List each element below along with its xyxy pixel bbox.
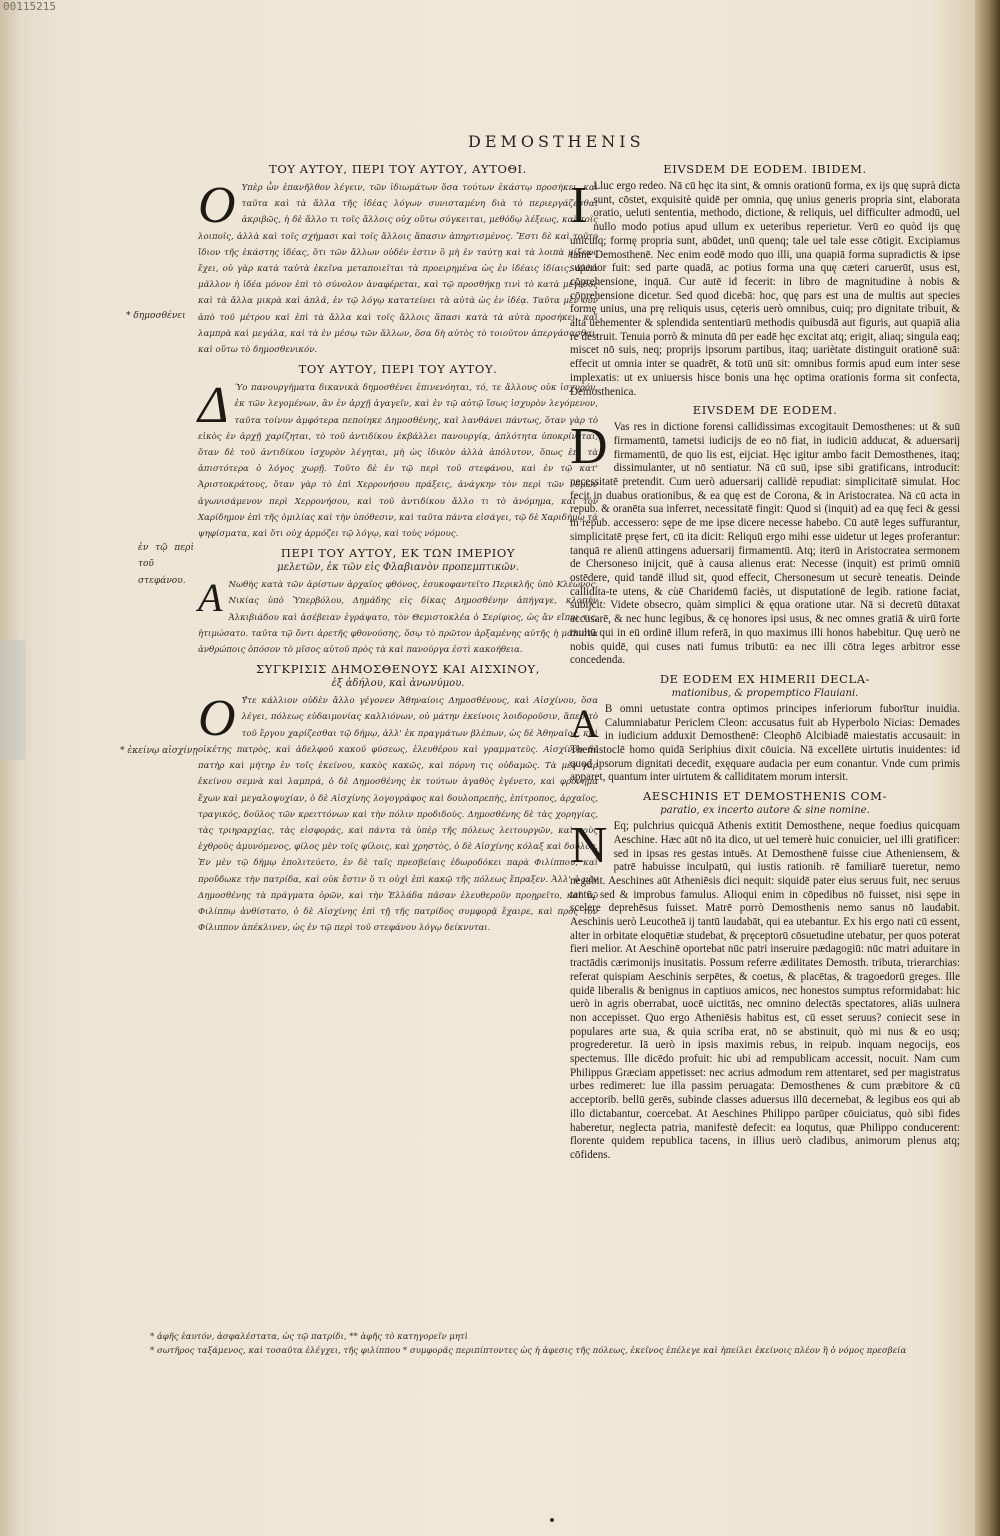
- latin-paragraph: [570, 700, 960, 785]
- paragraph-text: Ύο πανουργήματα δικανικὰ δημοσθένει ἐπινενόηται, τό, τε ἄλλους οὐκ ἰσχυρόν, ἐκ τῶν λεγομένων, ἂν ἐν ἀρχῇ ἀγαγεῖν, καὶ ἐν τῷ αὐτῷ ἴσως ἰσχυρὸν λεγόμενον, ταῦτα τοίνυν ἀμφότερα πεποίηκε Δημοσθένης, καὶ λανθάνει πάντως, ὅταν γὰρ τὸ εἰκὸς ἐν ἀρχῇ χαρίζηται, τὸ τοῦ ἀντιδίκου ἐκβάλλει πανουργίᾳ, ἀπλότητα ὑποκρίνεται, ὅταν δὲ τοῦ ἀντιδίκου ἰσχυρὸν λέγηται, μὴ ὡς ἰδικὸν ἀλλὰ ἀπόλυτον, ὅπως ἐπὶ τὰ ἀπιστότερα ὁ λόγος χωρῇ. Τοῦτο δὲ ἐν τῷ περὶ τοῦ στεφάνου, καὶ ἐν τῷ κατ' Ἀριστοκράτους, ὅταν γὰρ τὸ ἐπὶ Χερρονήσου πράξεις, ἀνάγκην τὸν περὶ τῶν νόμων ἀγωνισάμενον περὶ Χερρονήσου, καὶ τοῦ ἀντιδίκου ἄλλο τι τὸ ἀνόμημα, καὶ τὸν Χαρίδημον ἐπὶ τῆς ὁμιλίας καὶ τὴν ὑπόθεσιν, καὶ ταῦτα πάντα εἰσάγει, τῷ δὲ Χαριδήμῳ τὰ ψηφίσματα, καὶ ὅτι οὐχ ἁρμόζει τῷ λόγῳ, καὶ τοὺς νόμους.: [198, 383, 598, 540]
- greek-column: [120, 158, 598, 940]
- drop-cap: N: [570, 817, 608, 875]
- book-gutter: [975, 0, 1000, 1536]
- section-heading: ΠΕΡΙ ΤΟΥ ΑΥΤΟΥ, ΕΚ ΤΩΝ ΙΜΕΡΙΟΥ: [280, 546, 516, 561]
- footnotes: [150, 1330, 930, 1358]
- section-heading: EIVSDEM DE EODEM.: [692, 403, 838, 418]
- footnote-line: * ἀφῆς ἑαυτόν, ἀσφαλέστατα, ὡς τῷ πατρίδι, ** ἀφῆς τὸ κατηγορεῖν μητὶ: [150, 1332, 468, 1342]
- paragraph-text: B omni uetustate contra optimos principes inferiorum fuborītur inuidia. Calumniabatur Periclem Cleon: accusatus fuit ab Hyperbolo Nicias: Demades in iudicium adduxit Demosthenē: Cleophō Alcibiadē maiestatis accusauit: in Themistoclē homo quidā Seriphius dixit cōuicia. Nā excellēte uirtutis inuidentes: id quod ipsorum dignitati decedit, exęquare audacia per eum conantur. Vnde cum primis apparet, quantum inter uirtutem & calliditatem morum intersit.: [570, 702, 960, 784]
- drop-cap: Ο: [198, 690, 236, 748]
- bookmark-ribbon: [0, 640, 26, 760]
- paragraph-text: Eq; pulchrius quicquā Athenis extitit Demosthene, neque foedius quicquam Aeschine. Hæc aūt nō ita dico, ut uel temerè huic conuicier, uel illi gratificer: sed in ipsas res gestas intuēs. At Demosthenē fuisse ciue Atheniensem, & patrē habuisse inculpatū, qui iustis rationib. rē familiarē tueretur, nemo negabit. Aeschines aūt Atheniēsis dici nequit: siquidē pater eius seruus fuit, nec seruus tantū, sed & improbus famulus. Alioqui enim in cōpedibus nō fuisset, nisi sępe in scelere deprehēsus fuisset. Matrē porrò Demosthenis nemo sanus nō laudabit. Aeschinis uerò Leucotheā ij tantū laudabāt, qui ea utebantur. Ex his ergo nati cū essent, alter in orbitate eloquētiæ studebat, & pręceptorū cōsuetudine utebatur, per quos poterat fieri melior. At Aeschinē oportebat nūc patri inseruire pædagogiū: nūc matri aduitare in tractādis cærimonijs inusitatis. Possum referre ædilitates Demosth. tributa, trierarchias: referat quispiam Aeschinis serpētes, & coetus, & placētas, & tragoedorū greges. Ille quidē liberalis & benignus in captiuos amicos, nec honestos sumptus reformidabat: hic uerò in agris oberrabat, uocē uictitās, nec omnino delectās spectatores, aliās uulnera non accepisset. Quo ergo Atheniēsis habitus est, cū esset seruus? coniecit sese in populares arte sua, & quia scriba erat, nō se abstinuit, quò mi nus & eo usq; progrederetur. Iā uerò in ipsis maximis rebus, in reipub. inquam negocijs, eos spectemus. Ille dicēdo profuit: hic ubi ad rempublicam accessit, nocuit. Nam cum Philippus Græciam appetisset: nec acrius admodum rem attentaret, sed per magistratus urbes redimeret: lue illa passim peruagata: Demosthenes & cum præbitore & cū acceptorib. bellū gerēs, subinde classes aduersus illū decernebat, & legibus eos qui ab illo dictabantur, coercebat. At Aeschines Philippo parūper cōuiciatus, quò sibi fides haberetur, neglecta patria, manifestè defecit: ea loqutus, quæ Philippo conducerent: florente quidem republica tacens, in illius uerò cladibus, animorum plenus atq; cōfidens.: [570, 820, 960, 1161]
- drop-cap: Δ: [198, 377, 229, 435]
- greek-paragraph: [120, 690, 598, 936]
- section-heading: ΣΥΓΚΡΙΣΙΣ ΔΗΜΟΣΘΕΝΟΥΣ ΚΑΙ ΑΙΣΧΙΝΟΥ,: [256, 662, 540, 677]
- page-content: [120, 130, 960, 1510]
- paragraph-text: Υ̓́τε κάλλιον οὐδὲν ἄλλο γέγονεν Ἀθηναίοις Δημοσθένους, καὶ Αἰσχίνου, ὅσα λέγει, πόλεως εὐδαιμονίας καλλιόνων, οὐ μάτην ἐκείνοις λοιδοροῦσιν, ἅπερ τὸ τοῦ ἔργου χαρίζεσθαι τῷ δήμῳ, ἀλλ' ἐκ πραγμάτων βλέπων, ὡς δὲ Ἀθηναῖος, καὶ οἰκέτης πατρὸς, καὶ ἀδελφοῦ κακοῦ φύσεως, ἐλευθέρου καὶ γραμματεὺς. Αἰσχίνου δὲ πατὴρ καὶ μήτηρ ἐν τοῖς ἐκείνου, κακὸς κακῶς, καὶ πόρνη τις οὐδαμῶς. Τὰ μὲν γὰρ ἐκείνου σεμνὰ καὶ λαμπρά, ὁ δὲ Δημοσθένης ἐκ τούτων ἀγαθὸς ἐγένετο, καὶ φρόνημα ἔχων καὶ μεγαλοψυχίαν, ὁ δὲ Αἰσχίνης λογογράφος καὶ δουλοπρεπὴς, ἐπίτροπος, ἀρχαῖος, τραγικός, δοῦλος τῶν κρειττόνων καὶ τὴν πόλιν προδιδοὺς. Δημοσθένης δὲ τὰς χορηγίας, τὰς τριηραρχίας, τὰς εἰσφοράς, καὶ πάντα τὰ ὑπὲρ τῆς πόλεως λειτουργῶν, καὶ τοὺς ἐχθροὺς ἀμυνόμενος, φίλος μὲν τοῖς φίλοις, καὶ χρηστὸς, ὁ δὲ Αἰσχίνης κόλαξ καὶ δοῦλος. Ἐν μὲν τῷ δήμῳ ἐπολιτεύετο, ἐν δὲ ταῖς πρεσβείαις ἐδωροδόκει παρὰ Φιλίππου, καὶ προὔδωκε τὴν πατρίδα, καὶ οὐκ ἔστιν ὅ τι οὐχὶ ἐπὶ κακῷ τῆς πόλεως ἔπραξεν. Ἀλλ' ὁ μὲν Δημοσθένης τὰ πράγματα ὁρῶν, καὶ τὴν Ἑλλάδα πᾶσαν ἐλευθεροῦν προῃρεῖτο, καὶ τῷ Φιλίππῳ ἀνθίστατο, ὁ δὲ Αἰσχίνης ἐπὶ τῇ τῆς πατρίδος συμφορᾷ ἔχαιρε, καὶ πρὸς τὸν Φίλιππον ἀπέκλινεν, ὡς ἐν τῷ περὶ τοῦ στεφάνου λόγῳ δείκνυται.: [198, 696, 598, 934]
- section-heading: AESCHINIS ET DEMOSTHENIS COM-: [642, 789, 888, 804]
- paragraph-text: Lluc ergo redeo. Nā cū hęc ita sint, & omnis orationū forma, ex ijs quę suprà dicta sunt, cōstet, exquisitè quidē per omnia, quę unius generis propria sint, elaborata oratio, ueluti sententia, methodo, dictione, & reliquis, uel difficulter admodū, uel nullo modo potius apud ullum ex ueteribus reperietur. Verū eo quòd ijs quę unicuiq; formę propria sunt, abūdet, unū quenq; tale uel tale esse cōtigit. Excipiamus tamē Demosthenē. Nec enim eodē modo quo illi, una quapiā forma supradictis & ipse superior fuit: sed parte quadā, ac potius forma una quę cæteri caruerūt, usus est, cōprehensione, inquā. Cur autē id fecerit: in libro de magnitudine à nobis & cōprehensione dicetur. Sed quod dicebā: hoc, quę pars est una de multis aut species formę unius, una prę reliquis usus, cęteris uerò omnibus, cuiq; pro dignitate tribuit, & alta uehementer & splendida sententiarū methodis quibusdā aut figuris, aut quapiā alia re destruit. Tenuia porrò & minuta dū per eadē hęc excitat atq; erigit, aliaq; singula eaq; miscet nō suis, neq; proprijs ipsorum partibus, itaq; uariètate distinguit orationē suā: effecit ut omnia inter se quadrēt, & totū unū sit: omnibus formis apud eum inter sese implexatis: ut ex uniuersis hisce bonis una hęc optima orationis forma sit confecta, Demosthenica.: [570, 180, 960, 398]
- margin-note: * δημοσθένει: [126, 311, 186, 321]
- drop-cap: A: [570, 700, 599, 746]
- latin-paragraph: [570, 817, 960, 1163]
- drop-cap: Ο: [198, 177, 236, 234]
- drop-cap: D: [570, 418, 608, 476]
- latin-paragraph: [570, 418, 960, 668]
- paragraph-text: Υπὲρ ὧν ἐπανῆλθον λέγειν, τῶν ἰδιωμάτων ὅσα τούτων ἑκάστῳ προσήκει, καὶ ταῦτα καὶ τὰ ἄλλα τῆς ἰδέας λόγων συνισταμένη διὰ τὸ περιεργάζεσθαι ἀκριβῶς, ἡ δὲ ἄλλο τι τοῖς ἄλλοις οὐχ οὕτω σύγκειται, μεθόδῳ λέξεως, καὶ τοῖς λοιποῖς, ἀλλὰ καὶ τοῖς σχήμασι καὶ τοῖς ἄλλοις ἅπασιν ἀπηρτισμένος. Ἔστι δὲ καὶ τοῦτο ἴδιον τῆς ἑκάστης ἰδέας, ὅτι τῶν ἄλλων οὐδέν ἐστιν ὃ μὴ ἐν ταύτῃ καὶ τὰ λοιπὰ μίξεως ἔχει, οὐ γὰρ κατὰ ταὐτὰ ἐκεῖνα μεταποιεῖται τὰ προειρημένα ὡς ἐν ἰδέαις ἰδίαις, ἀλλὰ μᾶλλον ἡ ἰδέα μόνον ἐπὶ τὸ σύνολον ἀναφέρεται, καὶ τῷ προσθήκῃ τινὶ τὸ κατὰ μέγεθος καὶ τὰ ἄλλα μικρὰ καὶ ἁπλᾶ, ἐν τῷ λόγῳ κατατείνει τὰ αὐτὰ ὡς ἐν ἰδέᾳ. Ταῦτα μὲν οὖν ἀπὸ τοῦ μέτρου καὶ ἐπὶ τὰ ἄλλα καὶ τοῖς ἄλλοις ἅπασι κατὰ τὰ αὐτὰ προσήκει, καὶ λαμπρὰ καὶ μεγάλα, καὶ τὰ ἐν μέσῳ τῶν ἄλλων, ὅσα δὴ αὐτὸς τὸ τοιοῦτον ἀπεργάσασθαι, καὶ οὕτω τὸ δημοσθενικόν.: [198, 183, 598, 356]
- drop-cap: Α: [198, 575, 223, 621]
- printer-mark: [550, 1518, 554, 1522]
- section-heading: ΤΟΥ ΑΥΤΟΥ, ΠΕΡΙ ΤΟΥ ΑΥΤΟΥ, ΑΥΤΟΘΙ.: [269, 162, 527, 176]
- section-subheading: μελετῶν, ἐκ τῶν εἰς Φλαβιανὸν προπεμπτικῶν.: [277, 562, 519, 574]
- drop-cap: I: [570, 177, 588, 234]
- running-head: DEMOSTHENIS: [468, 132, 645, 151]
- greek-paragraph: [198, 577, 598, 658]
- section-heading: EIVSDEM DE EODEM. IBIDEM.: [663, 162, 867, 176]
- section-subheading: ἐξ ἀδήλου, καὶ ἀνωνύμου.: [331, 678, 465, 690]
- footnote-line: * σωτῆρος ταξάμενος, καὶ τοσαῦτα ἐλέγχει, τῆς φιλίππου * συμφορᾶς περιπίπτοντες ὡς ἡ ἀφεσις τῆς πόλεως, ἐκεῖνος ἐπέλεγε καὶ ἠπείλει ἐκείνοις πλέον ἢ ὁ νόμος πρεσβεία: [150, 1346, 907, 1356]
- section-heading: DE EODEM EX HIMERII DECLA-: [659, 671, 871, 686]
- paragraph-text: Vas res in dictione forensi callidissimas excogitauit Demosthenes: ut & suū firmamentū, tametsi iudicijs de eo nō fiat, in iudiciū adducat, & aduersarij firmamentū, de quo lis est, eijciat. Hęc igitur ambo facit Demosthenes, itaq; dissimulanter, ut nō sentiatur. Nā cū suū, ipse sibi gratificans, introducit: necessitatē pretendit. Cum uerò aduersarij callidè repudiat: simplicitatē simulat. Hoc fecit in duabus orationibus, & ea quę est de Corona, & in Aristocratea. Nā cū acta in repub. & oranēta sua inferret, necessitatē fingit: Quod si (inquit) ad ea quę feci & gessi in repub. accessero: sępe de me ipse dicere necesse habebo. Cū autē leges suffurantur, simplicitatē pręse fert, cū ita dicit: Reliquū ergo mihi esse uidetur ut leges proferantur: tanquā re alienū attingens aduersarij firmamentū. Atq; iterū in Aristocratea sermonem de Chersoneso inijcit, quē à causa alienus erat: Necesse (inquit) est primū omniū ostēdere, quid tandē illud sit, quod effecit, Chersonesum ut securè teneatis. Deinde callidita-te utens, & cùē Charidemū faciès, ut disputationē de legib. ratione faciat, subijcit: Videte obsecro, quàm simplici & ęqua oratione utar. Nā si decretū dūtaxat accusarē, & nec hunc legibus, & cę honores ipsi usus, & nec omnes gratiā & uirū forte multū qui in eū ordinē illum referā, in quo maximus illi honos habebitur. Quę uerò ne nobis quidē, qui cuses nati fumus tributū: ea nec illi cōtra leges arbitror esse concedenda.: [570, 421, 960, 667]
- latin-paragraph: [570, 177, 960, 399]
- scan-reference-number: 00115215: [3, 0, 56, 13]
- greek-paragraph: [126, 177, 598, 358]
- margin-note: * ἐκείνῳ αἰσχίνῃ: [120, 746, 198, 757]
- margin-note: ἐν τῷ περὶ τοῦ στεφάνου.: [138, 543, 194, 586]
- section-subheading: mationibus, & propemptico Flauiani.: [671, 687, 859, 699]
- latin-column: [570, 158, 960, 1167]
- section-subheading: paratio, ex incerto autore & sine nomine.: [660, 805, 870, 817]
- paragraph-text: Νωθὴς κατὰ τῶν ἀρίστων ἀρχαῖος φθόνος, ἐσυκοφαντεῖτο Περικλῆς ὑπὸ Κλέωνος, Νικίας ὑπὸ Ὑπερβόλου, Δημάδης εἰς δίκας Δημοσθένην ἀπήγαγε, κλοπὴν Ἀλκιβιάδου καὶ ἀσέβειαν ἐγράψατο, τὸν Θεμιστοκλέα ὁ Σερίφιος, ὡς ἂν εἴποι τις, ἠτιμώσατο. ταῦτα τῷ ὄντι ἀρετῆς φθονούσης, ὅσῳ τὸ πρῶτον ἀρξαμένης αὐτῆς ἡ μάλιστα ἀνθρώποις ὁπόσον τὸ μῖσος αὐτοῦ πρὸς τὰ καὶ πανούργα ἐστὶ κακοήθεια.: [198, 580, 598, 656]
- section-heading: ΤΟΥ ΑΥΤΟΥ, ΠΕΡΙ ΤΟΥ ΑΥΤΟΥ.: [298, 362, 498, 377]
